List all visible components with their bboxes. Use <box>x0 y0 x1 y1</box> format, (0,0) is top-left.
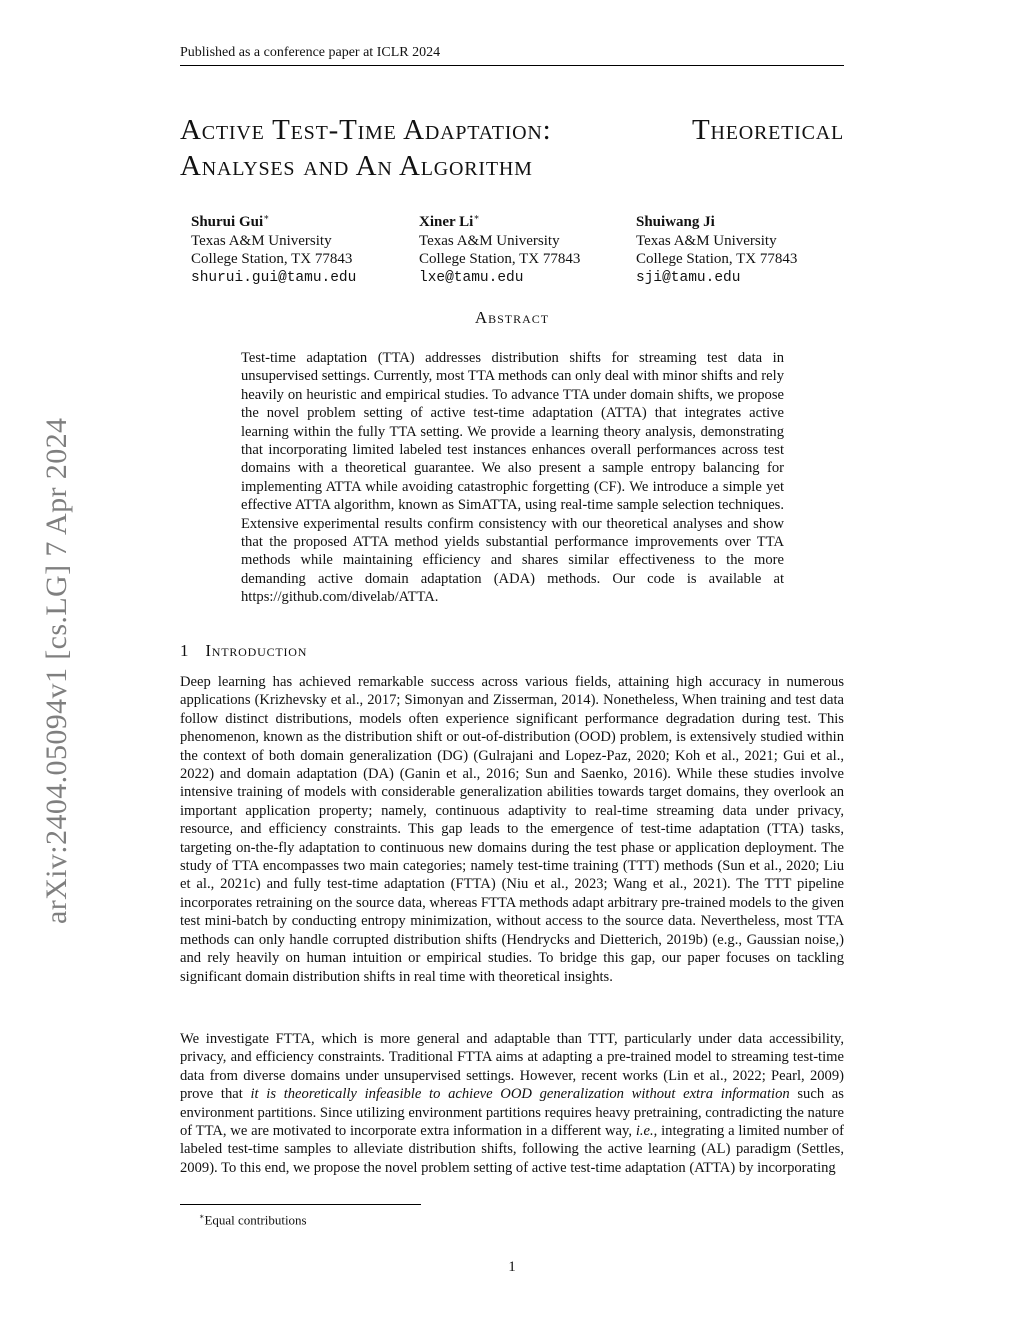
paper-title <box>180 112 844 184</box>
author-affiliation: Texas A&M University <box>636 232 777 249</box>
author-address: College Station, TX 77843 <box>636 251 798 267</box>
author-1 <box>191 208 356 287</box>
footnote-rule <box>180 1204 421 1205</box>
abstract-heading: Abstract <box>474 308 550 327</box>
section-number: 1 <box>180 641 190 660</box>
intro-paragraph-1: Deep learning has achieved remarkable success across various fields, attaining high accuracy in numerous applications (Krizhevsky et al., 2017; Simonyan and Zisserman, 2014). Nonetheless, When training and test data follow distinct distributions, models often experience significant performance degradation during test. This phenomenon, known as the distribution shift or out-of-distribution (OOD) problem, is extensively studied within the context of both domain generalization (DG) (Gulrajani and Lopez-Paz, 2020; Koh et al., 2021; Gui et al., 2022) and domain adaptation (DA) (Ganin et al., 2016; Sun and Saenko, 2016). While these studies involve intensive training of models with considerable generalization abilities towards target domains, they overlook an important application property; namely, continuous adaptivity to real-time streaming data under privacy, resource, and efficiency constraints. This gap leads to the emergence of test-time adaptation (TTA) tasks, targeting on-the-fly adaptation to continuous new domains during the test phase or application deployment. The study of TTA encompasses two main categories; namely test-time training (TTT) methods (Sun et al., 2020; Liu et al., 2021c) and fully test-time adaptation (FTTA) (Niu et al., 2023; Wang et al., 2021). The TTT pipeline incorporates retraining on the source data, whereas FTTA methods adapt arbitrary pre-trained models to the given test mini-batch by conducting entropy minimization, without access to the source data. Nevertheless, most TTA methods can only handle corrupted distribution shifts (Hendrycks and Dietterich, 2019b) (e.g., Gaussian noise,) and rely heavily on human intuition or empirical studies. To bridge this gap, our paper focuses on tackling significant domain distribution shifts in real time with theoretical insights. <box>180 674 844 985</box>
title-line1-part2: Theoretical <box>691 114 844 146</box>
abstract-text: Test-time adaptation (TTA) addresses distribution shifts for streaming test data in unsupervised settings. Currently, most TTA methods can only deal with minor shifts and rely heavily on heuristic and empirical studies. To advance TTA under domain shifts, we propose the novel problem setting of active test-time adaptation (ATTA) that integrates active learning within the fully TTA setting. We provide a learning theory analysis, demonstrating that incorporating limited labeled test instances enhances overall performances across test domains with a theoretical guarantee. We also present a sample entropy balancing for implementing ATTA while avoiding catastrophic forgetting (CF). We introduce a simple yet effective ATTA algorithm, known as SimATTA, using real-time sample selection techniques. Extensive experimental results confirm consistency with our theoretical analyses and show that the proposed ATTA method yields substantial performance improvements over TTA methods while maintaining efficiency and shares similar effectiveness to the more demanding active domain adaptation (ADA) methods. Our code is available at https://github.com/divelab/ATTA. <box>241 350 784 606</box>
author-3 <box>636 208 797 287</box>
ie-abbrev: i.e. <box>635 1123 654 1140</box>
title-line1-part1: Active Test-Time Adaptation: <box>180 114 552 146</box>
author-address: College Station, TX 77843 <box>419 251 581 267</box>
author-name: Xiner Li∗ <box>419 212 480 230</box>
intro-paragraph-2: We investigate FTTA, which is more general and adaptable than TTT, particularly under data accessibility, privacy, and efficiency constraints. Traditional FTTA aims at adapting a pre-trained model to streaming test-time data from diverse domains under unsupervised settings. However, recent works (Lin et al., 2022; Pearl, 2009) prove that it is theoretically infeasible to achieve OOD generalization without extra information such as environment partitions. Since utilizing environment partitions requires heavy pretraining, contradicting the nature of TTA, we are motivated to incorporate extra information in a different way, i.e., integrating a limited number of labeled test-time samples to alleviate distribution shifts, following the active learning (AL) paradigm (Settles, 2009). To this end, we propose the novel problem setting of active test-time adaptation (ATTA) by incorporating <box>180 1031 845 1176</box>
arxiv-stamp: arXiv:2404.05094v1 [cs.LG] 7 Apr 2024 <box>40 417 73 924</box>
emphasis-text: it is theoretically infeasible to achieve OOD generalization without extra information <box>250 1086 790 1103</box>
author-affiliation: Texas A&M University <box>191 232 332 249</box>
author-affiliation: Texas A&M University <box>419 232 560 249</box>
section-heading-introduction <box>180 641 307 661</box>
author-name: Shuiwang Ji <box>636 214 715 230</box>
page-number: 1 <box>508 1259 516 1275</box>
author-name: Shurui Gui∗ <box>191 212 270 230</box>
footnote: ∗Equal contributions <box>199 1212 307 1228</box>
author-address: College Station, TX 77843 <box>191 251 353 267</box>
author-2 <box>419 208 580 287</box>
author-email[interactable]: shurui.gui@tamu.edu <box>191 269 357 286</box>
section-title: Introduction <box>205 641 308 660</box>
author-email[interactable]: lxe@tamu.edu <box>419 269 524 286</box>
title-line2: Analyses and An Algorithm <box>180 150 533 182</box>
running-head: Published as a conference paper at ICLR 2024 <box>180 44 844 66</box>
author-email[interactable]: sji@tamu.edu <box>636 269 741 286</box>
